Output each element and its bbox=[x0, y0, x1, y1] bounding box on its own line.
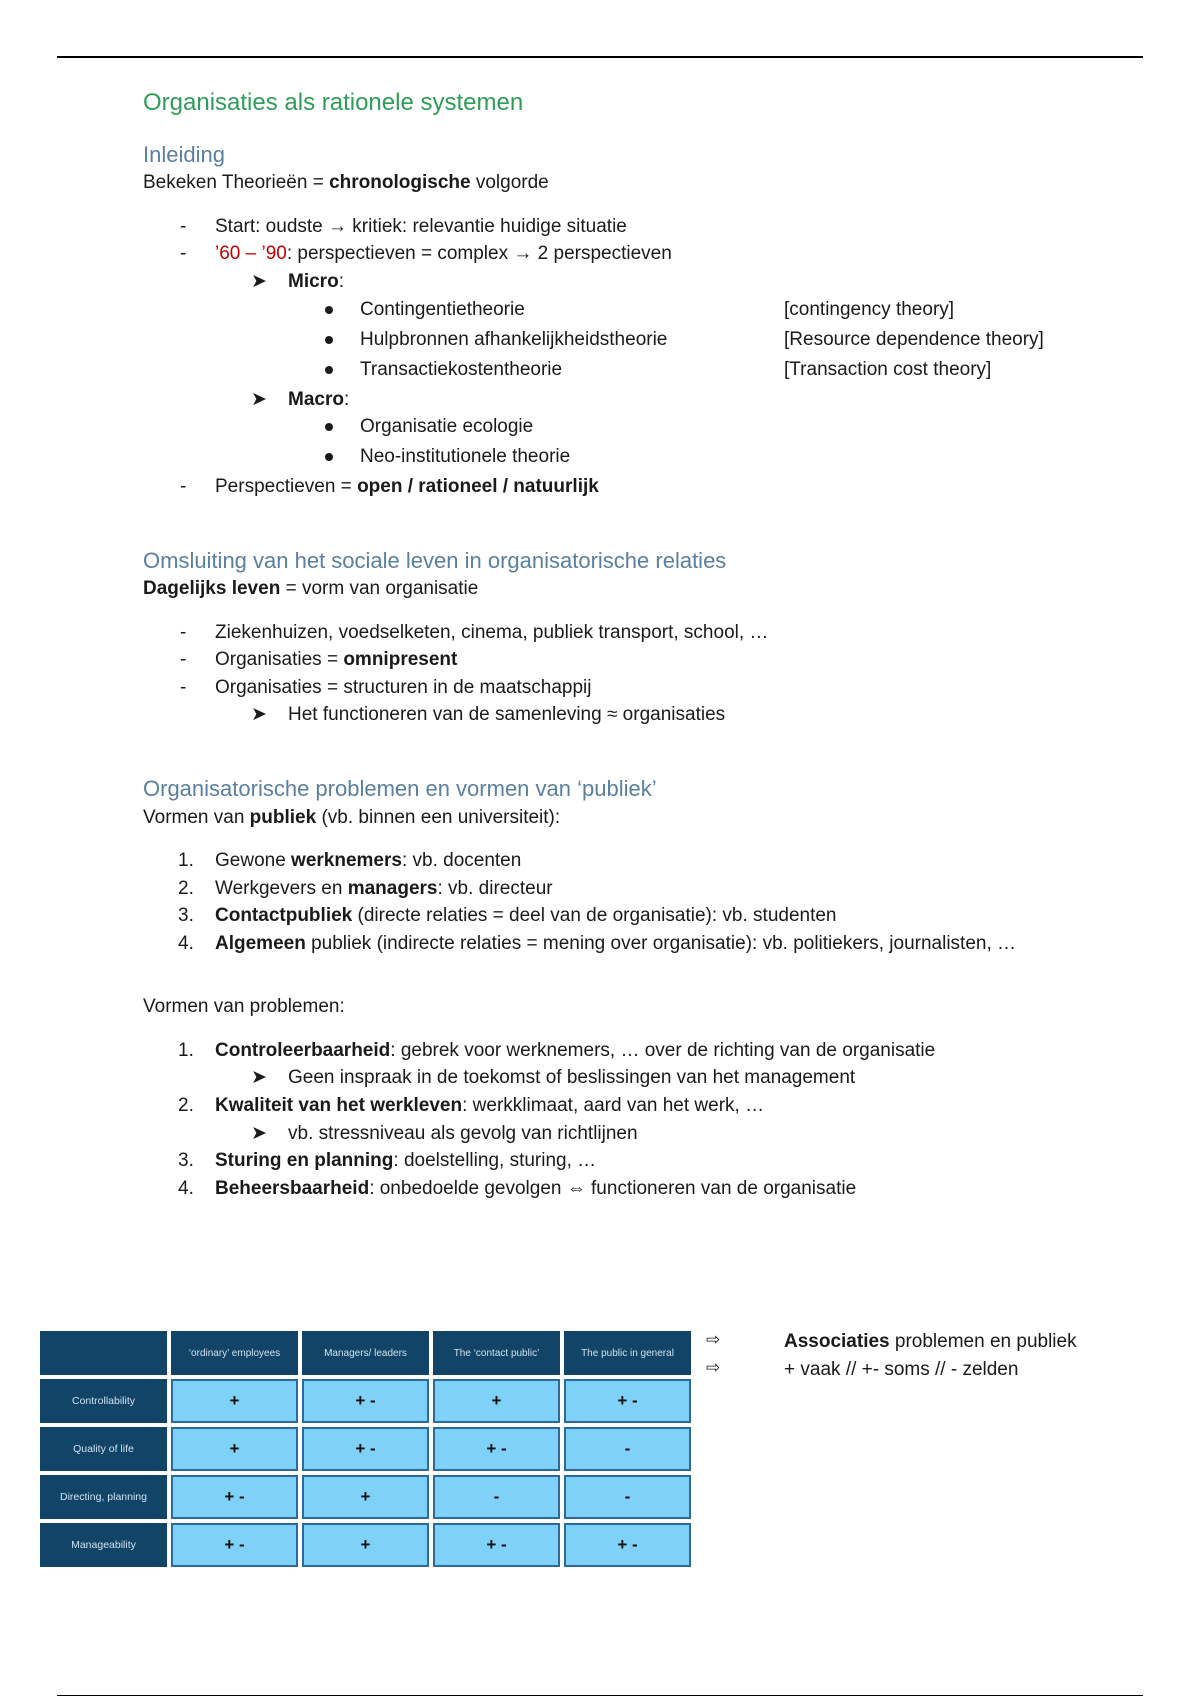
sub-item bbox=[143, 1120, 1143, 1148]
table-cell: + bbox=[302, 1475, 429, 1519]
inleiding-lead bbox=[143, 169, 1143, 197]
bullet-icon bbox=[325, 453, 333, 461]
row-header: Controllability bbox=[40, 1379, 167, 1423]
item-text: (directe relaties = deel van de organisatie): vb. studenten bbox=[352, 905, 837, 927]
item-bold: Kwaliteit van het werkleven bbox=[215, 1094, 463, 1116]
arrow-right-icon: ⇨ bbox=[706, 1358, 721, 1377]
list-item bbox=[143, 674, 1143, 702]
section-heading-inleiding: Inleiding bbox=[143, 141, 225, 167]
item-text: Contingentietheorie bbox=[360, 298, 525, 320]
row-header: Quality of life bbox=[40, 1427, 167, 1471]
table-row bbox=[40, 1475, 691, 1519]
omsluiting-list bbox=[143, 619, 1143, 702]
item-text: Start: oudste → kritiek: relevantie huidige situatie bbox=[215, 215, 627, 237]
macro-label: Macro bbox=[288, 388, 344, 410]
item-text: : gebrek voor werknemers, … over de richting van de organisatie bbox=[390, 1039, 936, 1061]
list-item bbox=[143, 930, 1143, 958]
item-text: : vb. docenten bbox=[401, 850, 522, 872]
micro-item: ➤ Micro: bbox=[143, 268, 1143, 296]
item-bold: werknemers bbox=[291, 850, 402, 872]
bullet-icon bbox=[325, 336, 333, 344]
item-number: 1. bbox=[178, 1039, 194, 1061]
table-header-row bbox=[40, 1331, 691, 1375]
column-header: ‘ordinary’ employees bbox=[171, 1331, 298, 1375]
table-cell: + - bbox=[302, 1379, 429, 1423]
list-item bbox=[143, 413, 1143, 443]
arrow-bullet-icon: ➤ bbox=[251, 704, 267, 726]
table-cell: + bbox=[171, 1427, 298, 1471]
list-item bbox=[143, 902, 1143, 930]
list-item bbox=[143, 473, 1143, 501]
period-red-text: ’60 – ’90 bbox=[215, 243, 287, 265]
list-item bbox=[143, 1175, 1143, 1203]
column-header: The ‘contact public’ bbox=[433, 1331, 560, 1375]
list-item bbox=[143, 847, 1143, 875]
omsluiting-lead bbox=[143, 575, 1143, 603]
document-title: Organisaties als rationele systemen bbox=[143, 89, 524, 116]
item-number: 3. bbox=[178, 1150, 194, 1172]
item-text: Organisaties = structuren in de maatschappij bbox=[215, 676, 592, 698]
item-text: Ziekenhuizen, voedselketen, cinema, publiek transport, school, … bbox=[215, 621, 769, 643]
list-item bbox=[143, 443, 1143, 473]
item-bold: Beheersbaarheid bbox=[215, 1177, 370, 1199]
lead-bold: Dagelijks leven bbox=[143, 578, 281, 600]
item-note: [contingency theory] bbox=[784, 298, 955, 320]
bullet-icon bbox=[325, 423, 333, 431]
legend-bold: Associaties bbox=[784, 1331, 890, 1352]
item-text: : perspectieven = complex → 2 perspectieven bbox=[286, 243, 672, 265]
legend-text: problemen en publiek bbox=[889, 1331, 1077, 1352]
arrow-right-icon: ⇨ bbox=[706, 1330, 721, 1349]
item-text: Neo-institutionele theorie bbox=[360, 446, 571, 468]
list-item bbox=[143, 1147, 1143, 1175]
list-item bbox=[143, 619, 1143, 647]
item-bold: omnipresent bbox=[343, 649, 458, 671]
item-text: : doelstelling, sturing, … bbox=[393, 1150, 597, 1172]
list-item bbox=[143, 240, 1143, 268]
table-cell: + bbox=[171, 1379, 298, 1423]
problemen-list bbox=[143, 1037, 1143, 1202]
table-corner-cell bbox=[40, 1331, 167, 1375]
list-item bbox=[143, 875, 1143, 903]
table-row bbox=[40, 1523, 691, 1567]
table-cell: + - bbox=[302, 1427, 429, 1471]
lead-text: Vormen van bbox=[143, 806, 250, 828]
item-bold: open / rationeel / natuurlijk bbox=[357, 476, 599, 498]
inleiding-list bbox=[143, 213, 1143, 268]
association-table bbox=[36, 1327, 695, 1571]
item-bold: Algemeen bbox=[215, 932, 306, 954]
item-text: Organisatie ecologie bbox=[360, 416, 534, 438]
item-text: Organisaties = bbox=[215, 649, 344, 671]
lead-text: Bekeken Theorieën = bbox=[143, 172, 330, 194]
table-legend bbox=[706, 1328, 1077, 1384]
publiek-list bbox=[143, 847, 1143, 957]
publiek-lead bbox=[143, 804, 1143, 832]
row-header: Manageability bbox=[40, 1523, 167, 1567]
table-cell: + - bbox=[171, 1523, 298, 1567]
sub-item bbox=[143, 1064, 1143, 1092]
item-number: 2. bbox=[178, 877, 194, 899]
arrow-bullet-icon: ➤ bbox=[251, 388, 267, 410]
list-item bbox=[143, 646, 1143, 674]
item-text: Werkgevers en bbox=[215, 877, 348, 899]
arrow-bullet-icon: ➤ bbox=[251, 1067, 267, 1089]
item-text: : werkklimaat, aard van het werk, … bbox=[462, 1094, 765, 1116]
bullet-icon bbox=[325, 306, 333, 314]
table-cell: + - bbox=[564, 1379, 691, 1423]
macro-item: ➤ Macro: bbox=[143, 386, 1143, 414]
row-header: Directing, planning bbox=[40, 1475, 167, 1519]
association-matrix bbox=[36, 1327, 695, 1571]
bottom-rule bbox=[57, 1695, 1143, 1696]
lead-text: (vb. binnen een universiteit): bbox=[316, 806, 561, 828]
list-item bbox=[143, 701, 1143, 729]
list-item bbox=[143, 1037, 1143, 1092]
top-rule bbox=[57, 56, 1143, 58]
table-cell: + - bbox=[433, 1427, 560, 1471]
item-text: publiek (indirecte relaties = mening over organisatie): vb. politiekers, journalisten, … bbox=[305, 932, 1017, 954]
list-item bbox=[143, 296, 1143, 326]
arrow-bullet-icon: ➤ bbox=[251, 1122, 267, 1144]
document-page bbox=[143, 86, 1143, 1202]
item-text: Het functioneren van de samenleving ≈ organisaties bbox=[288, 704, 726, 726]
item-bold: Contactpubliek bbox=[215, 905, 353, 927]
item-text: vb. stressniveau als gevolg van richtlijnen bbox=[288, 1122, 638, 1144]
legend-line bbox=[706, 1328, 1077, 1356]
item-text: : vb. directeur bbox=[437, 877, 553, 899]
item-text: Transactiekostentheorie bbox=[360, 358, 563, 380]
list-item bbox=[143, 356, 1143, 386]
table-row bbox=[40, 1427, 691, 1471]
arrow-bullet-icon: ➤ bbox=[251, 271, 267, 293]
item-bold: managers bbox=[347, 877, 438, 899]
inleiding-list-end bbox=[143, 473, 1143, 501]
item-note: [Resource dependence theory] bbox=[784, 328, 1044, 350]
item-bold: Controleerbaarheid bbox=[215, 1039, 391, 1061]
list-item bbox=[143, 326, 1143, 356]
list-item bbox=[143, 1092, 1143, 1147]
item-number: 1. bbox=[178, 850, 194, 872]
legend-text: + vaak // +- soms // - zelden bbox=[784, 1359, 1019, 1380]
lead-bold: publiek bbox=[249, 806, 317, 828]
item-number: 4. bbox=[178, 1177, 194, 1199]
item-number: 3. bbox=[178, 905, 194, 927]
table-cell: + bbox=[302, 1523, 429, 1567]
lead-bold: chronologische bbox=[329, 172, 471, 194]
item-text: Perspectieven = bbox=[215, 476, 358, 498]
column-header: Managers/ leaders bbox=[302, 1331, 429, 1375]
item-number: 4. bbox=[178, 932, 194, 954]
item-text: Hulpbronnen afhankelijkheidstheorie bbox=[360, 328, 668, 350]
item-text: Gewone bbox=[215, 850, 292, 872]
section-heading-omsluiting: Omsluiting van het sociale leven in organisatorische relaties bbox=[143, 547, 727, 573]
table-cell: + - bbox=[564, 1523, 691, 1567]
bullet-icon bbox=[325, 366, 333, 374]
item-note: [Transaction cost theory] bbox=[784, 358, 992, 380]
table-cell: + bbox=[433, 1379, 560, 1423]
list-item bbox=[143, 213, 1143, 241]
item-text: Geen inspraak in de toekomst of beslissingen van het management bbox=[288, 1067, 856, 1089]
table-cell: - bbox=[564, 1427, 691, 1471]
table-cell: - bbox=[564, 1475, 691, 1519]
item-number: 2. bbox=[178, 1094, 194, 1116]
micro-label: Micro bbox=[288, 271, 339, 293]
section-heading-publiek: Organisatorische problemen en vormen van ‘publiek’ bbox=[143, 776, 657, 801]
item-text: : onbedoelde gevolgen ⇔ functioneren van de organisatie bbox=[369, 1177, 857, 1199]
table-cell: - bbox=[433, 1475, 560, 1519]
lead-text: volgorde bbox=[470, 172, 549, 194]
lead-text: = vorm van organisatie bbox=[280, 578, 479, 600]
column-header: The public in general bbox=[564, 1331, 691, 1375]
table-cell: + - bbox=[171, 1475, 298, 1519]
table-row bbox=[40, 1379, 691, 1423]
item-bold: Sturing en planning bbox=[215, 1150, 394, 1172]
problemen-lead: Vormen van problemen: bbox=[143, 996, 345, 1018]
table-cell: + - bbox=[433, 1523, 560, 1567]
legend-line bbox=[706, 1356, 1077, 1384]
